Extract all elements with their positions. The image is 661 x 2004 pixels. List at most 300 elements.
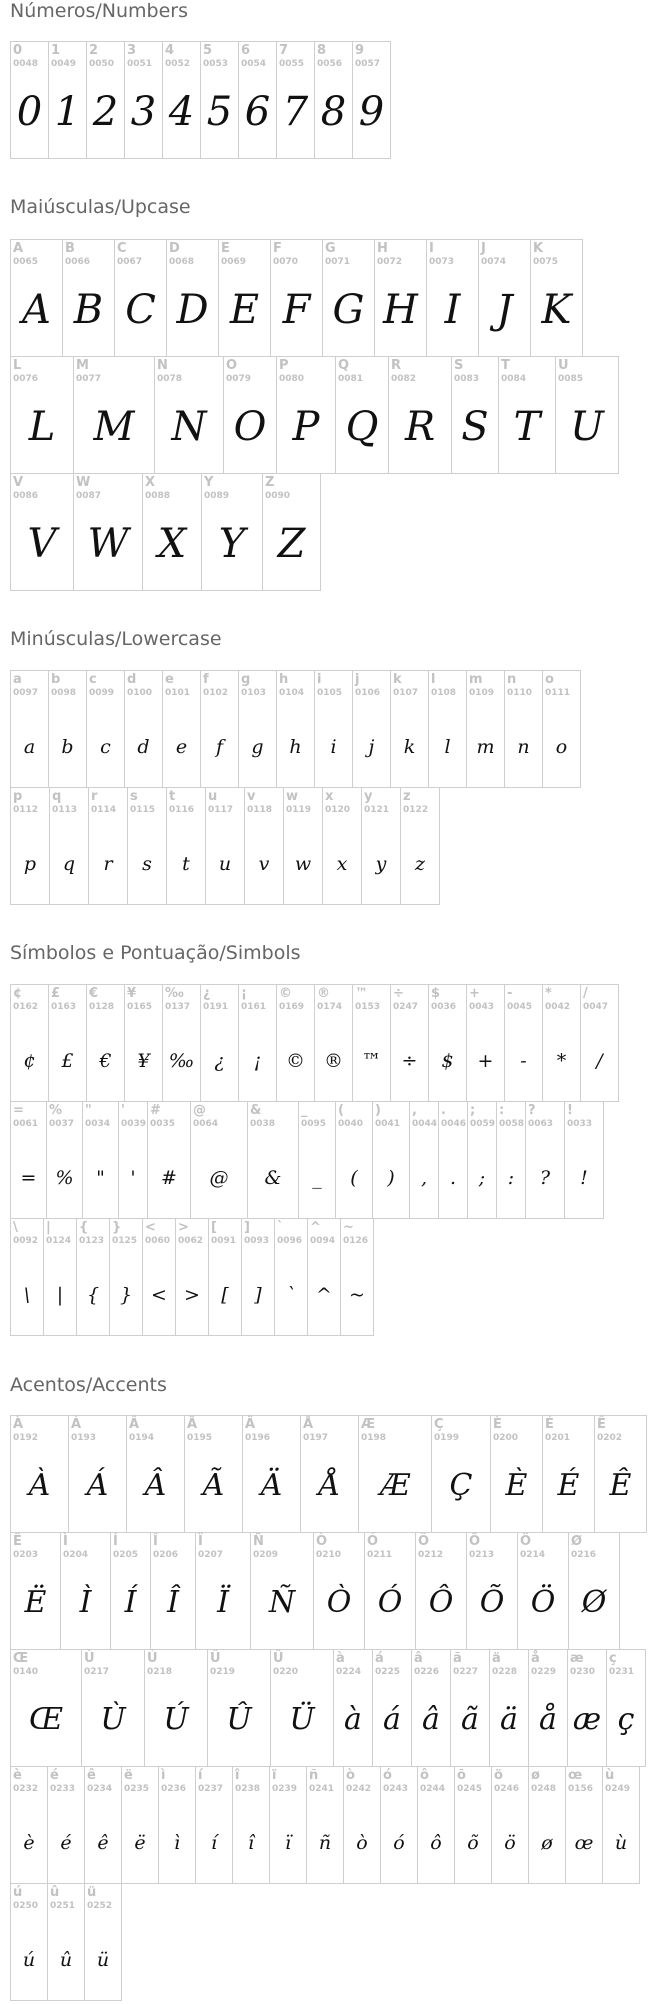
glyph-sample: f — [215, 736, 224, 758]
glyph-sample: ' — [130, 1167, 136, 1189]
glyph-code-label: 0242 — [346, 1784, 372, 1794]
glyph-sample: Á — [86, 1468, 109, 1503]
glyph-sample: L — [28, 404, 56, 450]
glyph-char-label: > — [178, 1220, 189, 1235]
glyph-sample: _ — [312, 1167, 322, 1189]
glyph-cell — [158, 1766, 196, 1884]
glyph-char-label: ™ — [355, 986, 368, 1001]
glyph-cell — [298, 1101, 336, 1219]
section-title-numbers: Números/Numbers — [10, 0, 188, 22]
glyph-code-label: 0098 — [51, 688, 77, 698]
glyph-sample: 6 — [244, 89, 271, 135]
glyph-char-label: P — [279, 358, 289, 373]
glyph-sample: Æ — [379, 1468, 411, 1503]
glyph-code-label: 0040 — [338, 1119, 364, 1129]
glyph-code-label: 0228 — [492, 1667, 518, 1677]
glyph-cell — [48, 984, 87, 1102]
glyph-code-label: 0137 — [165, 1002, 191, 1012]
glyph-code-label: 0080 — [279, 374, 305, 384]
glyph-cell — [450, 1649, 490, 1767]
glyph-cell — [428, 984, 467, 1102]
glyph-cell — [496, 1101, 526, 1219]
glyph-cell — [438, 1101, 468, 1219]
glyph-code-label: 0039 — [121, 1119, 147, 1129]
glyph-cell — [322, 787, 362, 905]
glyph-code-label: 0082 — [391, 374, 417, 384]
glyph-cell — [46, 1101, 83, 1219]
glyph-sample: a — [23, 736, 36, 758]
glyph-code-label: 0120 — [325, 805, 351, 815]
glyph-char-label: Ç — [434, 1417, 444, 1432]
glyph-char-label: ' — [121, 1103, 125, 1118]
glyph-cell — [84, 1883, 122, 2001]
glyph-code-label: 0114 — [91, 805, 117, 815]
glyph-sample: Ù — [100, 1702, 126, 1737]
glyph-cell — [307, 1218, 341, 1336]
glyph-char-label: H — [377, 241, 388, 256]
glyph-char-label: 6 — [241, 43, 251, 58]
glyph-sample: ¡ — [253, 1050, 262, 1072]
glyph-code-label: 0095 — [301, 1119, 327, 1129]
glyph-sample: I — [444, 287, 461, 333]
glyph-char-label: W — [76, 475, 91, 490]
glyph-cell — [162, 41, 201, 159]
glyph-cell — [190, 1101, 248, 1219]
glyph-char-label: 7 — [279, 43, 289, 58]
glyph-cell — [195, 1766, 233, 1884]
glyph-char-label: ! — [567, 1103, 573, 1118]
glyph-code-label: 0153 — [355, 1002, 381, 1012]
glyph-cell — [498, 356, 556, 474]
glyph-code-label: 0197 — [303, 1433, 329, 1443]
glyph-code-label: 0059 — [470, 1119, 496, 1129]
glyph-sample: á — [383, 1702, 401, 1737]
glyph-cell — [86, 670, 125, 788]
glyph-cell — [489, 1649, 529, 1767]
glyph-code-label: 0058 — [499, 1119, 525, 1129]
glyph-char-label: % — [49, 1103, 63, 1118]
glyph-code-label: 0117 — [208, 805, 234, 815]
glyph-code-label: 0073 — [429, 257, 455, 267]
glyph-char-label: y — [364, 789, 373, 804]
glyph-char-label: È — [493, 1417, 502, 1432]
glyph-sample: ¥ — [137, 1050, 150, 1072]
glyph-cell — [428, 670, 467, 788]
glyph-cell — [335, 1101, 373, 1219]
glyph-sample: À — [28, 1468, 51, 1503]
glyph-cell — [118, 1101, 148, 1219]
glyph-char-label: ) — [375, 1103, 381, 1118]
glyph-cell — [390, 670, 429, 788]
glyph-sample: D — [176, 287, 209, 333]
glyph-sample: \ — [23, 1284, 31, 1306]
glyph-cell — [201, 473, 263, 591]
glyph-sample: ë — [134, 1832, 146, 1854]
glyph-cell — [47, 1766, 85, 1884]
glyph-char-label: z — [403, 789, 411, 804]
glyph-code-label: 0079 — [226, 374, 252, 384]
glyph-char-label: b — [51, 672, 61, 687]
glyph-sample: T — [513, 404, 541, 450]
glyph-sample: Å — [318, 1468, 341, 1503]
glyph-cell — [270, 1649, 334, 1767]
glyph-code-label: 0211 — [367, 1550, 393, 1560]
glyph-code-label: 0216 — [571, 1550, 597, 1560]
glyph-code-label: 0065 — [13, 257, 39, 267]
glyph-sample: y — [375, 853, 387, 875]
glyph-char-label: # — [150, 1103, 161, 1118]
glyph-char-label: ¡ — [241, 986, 247, 1001]
glyph-cell — [372, 1101, 410, 1219]
glyph-char-label: Å — [303, 1417, 314, 1432]
glyph-char-label: o — [545, 672, 554, 687]
glyph-code-label: 0234 — [87, 1784, 113, 1794]
glyph-sample: ø — [541, 1832, 553, 1854]
glyph-cell — [358, 1415, 432, 1533]
glyph-char-label: * — [545, 986, 552, 1001]
glyph-sample: C — [125, 287, 156, 333]
glyph-char-label: Ä — [245, 1417, 256, 1432]
glyph-code-label: 0086 — [13, 491, 39, 501]
glyph-cell — [491, 1766, 529, 1884]
glyph-code-label: 0192 — [13, 1433, 39, 1443]
glyph-char-label: : — [499, 1103, 505, 1118]
glyph-char-label: 3 — [127, 43, 137, 58]
glyph-code-label: 0174 — [317, 1002, 343, 1012]
glyph-cell — [218, 239, 271, 357]
glyph-sample: < — [151, 1284, 167, 1306]
glyph-code-label: 0062 — [178, 1236, 204, 1246]
glyph-cell — [48, 670, 87, 788]
glyph-char-label: À — [13, 1417, 24, 1432]
glyph-code-label: 0083 — [454, 374, 480, 384]
glyph-char-label: R — [391, 358, 402, 373]
glyph-cell — [262, 473, 321, 591]
glyph-sample: 4 — [168, 89, 195, 135]
glyph-cell — [48, 41, 87, 159]
glyph-char-label: | — [46, 1220, 51, 1235]
glyph-cell — [335, 356, 389, 474]
glyph-cell — [322, 239, 375, 357]
glyph-cell — [283, 787, 323, 905]
glyph-cell — [306, 1766, 344, 1884]
glyph-code-label: 0052 — [165, 59, 191, 69]
glyph-cell — [73, 473, 143, 591]
glyph-char-label: Ñ — [253, 1534, 264, 1549]
glyph-sample: A — [22, 287, 51, 333]
glyph-sample: U — [570, 404, 604, 450]
glyph-cell — [390, 984, 429, 1102]
glyph-code-label: 0076 — [13, 374, 39, 384]
glyph-sample: m — [476, 736, 495, 758]
glyph-cell — [127, 787, 167, 905]
glyph-sample: % — [55, 1167, 74, 1189]
glyph-char-label: = — [13, 1103, 24, 1118]
glyph-code-label: 0077 — [76, 374, 102, 384]
glyph-sample: î — [247, 1832, 255, 1854]
glyph-cell — [314, 670, 353, 788]
glyph-code-label: 0217 — [84, 1667, 110, 1677]
glyph-code-label: 0115 — [130, 805, 156, 815]
glyph-char-label: } — [112, 1220, 122, 1235]
glyph-cell — [10, 670, 49, 788]
glyph-sample: t — [182, 853, 190, 875]
glyph-sample: e — [175, 736, 188, 758]
glyph-code-label: 0069 — [221, 257, 247, 267]
glyph-code-label: 0128 — [89, 1002, 115, 1012]
glyph-cell — [276, 356, 336, 474]
glyph-cell — [415, 1532, 467, 1650]
glyph-sample: ¢ — [23, 1050, 36, 1072]
glyph-code-label: 0238 — [235, 1784, 261, 1794]
glyph-code-label: 0035 — [150, 1119, 176, 1129]
glyph-char-label: î — [235, 1768, 240, 1783]
glyph-sample: d — [137, 736, 150, 758]
glyph-sample: + — [477, 1050, 494, 1072]
glyph-cell — [10, 473, 74, 591]
glyph-code-label: 0096 — [277, 1236, 303, 1246]
glyph-char-label: t — [169, 789, 176, 804]
glyph-cell — [361, 787, 401, 905]
glyph-code-label: 0119 — [286, 805, 312, 815]
glyph-char-label: Ê — [597, 1417, 606, 1432]
glyph-cell — [270, 239, 323, 357]
glyph-char-label: k — [393, 672, 402, 687]
glyph-char-label: 2 — [89, 43, 99, 58]
glyph-sample: ú — [22, 1949, 36, 1971]
glyph-sample: Ñ — [268, 1585, 296, 1620]
glyph-code-label: 0231 — [609, 1667, 635, 1677]
glyph-code-label: 0204 — [63, 1550, 89, 1560]
glyph-code-label: 0110 — [507, 688, 533, 698]
glyph-sample: 2 — [92, 89, 119, 135]
glyph-code-label: 0081 — [338, 374, 364, 384]
glyph-code-label: 0055 — [279, 59, 305, 69]
glyph-code-label: 0232 — [13, 1784, 39, 1794]
glyph-cell — [411, 1649, 451, 1767]
glyph-cell — [166, 239, 219, 357]
glyph-code-label: 0199 — [434, 1433, 460, 1443]
glyph-char-label: K — [533, 241, 544, 256]
glyph-char-label: ÷ — [393, 986, 404, 1001]
glyph-cell — [565, 1766, 603, 1884]
glyph-cell — [144, 1649, 208, 1767]
glyph-code-label: 0075 — [533, 257, 559, 267]
glyph-cell — [466, 984, 505, 1102]
glyph-cell — [568, 1532, 620, 1650]
glyph-sample: k — [403, 736, 416, 758]
glyph-cell — [76, 1218, 110, 1336]
glyph-cell — [352, 670, 391, 788]
glyph-code-label: 0061 — [13, 1119, 39, 1129]
glyph-sample: Û — [226, 1702, 252, 1737]
glyph-sample: : — [507, 1167, 515, 1189]
glyph-char-label: ú — [13, 1885, 23, 1900]
glyph-sample: l — [444, 736, 451, 758]
glyph-char-label: c — [89, 672, 97, 687]
glyph-char-label: Í — [113, 1534, 118, 1549]
glyph-char-label: D — [169, 241, 180, 256]
glyph-char-label: å — [531, 1651, 540, 1666]
glyph-cell — [244, 787, 284, 905]
glyph-code-label: 0050 — [89, 59, 115, 69]
glyph-sample: Œ — [28, 1702, 64, 1737]
glyph-sample: @ — [209, 1167, 229, 1189]
glyph-char-label: v — [247, 789, 256, 804]
glyph-cell — [525, 1101, 565, 1219]
glyph-sample: q — [62, 853, 76, 875]
glyph-cell — [142, 1218, 176, 1336]
glyph-code-label: 0099 — [89, 688, 115, 698]
glyph-row — [10, 787, 440, 905]
glyph-sample: 7 — [282, 89, 309, 135]
glyph-cell — [142, 473, 202, 591]
glyph-cell — [73, 356, 155, 474]
glyph-cell — [109, 1218, 143, 1336]
glyph-cell — [276, 670, 315, 788]
glyph-char-label: ? — [528, 1103, 536, 1118]
glyph-cell — [200, 670, 239, 788]
glyph-char-label: l — [431, 672, 436, 687]
glyph-sample: ü — [96, 1949, 110, 1971]
glyph-sample: Y — [218, 521, 246, 567]
glyph-cell — [10, 1415, 69, 1533]
glyph-sample: ÷ — [401, 1050, 418, 1072]
glyph-code-label: 0070 — [273, 257, 299, 267]
glyph-cell — [247, 1101, 299, 1219]
glyph-code-label: 0066 — [65, 257, 91, 267]
glyph-sample: M — [93, 404, 135, 450]
glyph-char-label: \ — [13, 1220, 18, 1235]
glyph-sample: K — [541, 287, 572, 333]
glyph-cell — [10, 1766, 48, 1884]
glyph-char-label: N — [157, 358, 168, 373]
glyph-sample: ï — [284, 1832, 292, 1854]
glyph-row — [10, 984, 619, 1102]
glyph-code-label: 0074 — [481, 257, 507, 267]
glyph-sample: ê — [97, 1832, 109, 1854]
glyph-sample: ~ — [349, 1284, 365, 1306]
glyph-cell — [81, 1649, 145, 1767]
glyph-code-label: 0214 — [520, 1550, 546, 1560]
glyph-code-label: 0198 — [361, 1433, 387, 1443]
glyph-code-label: 0060 — [145, 1236, 171, 1246]
glyph-code-label: 0116 — [169, 805, 195, 815]
glyph-char-label: ï — [272, 1768, 277, 1783]
glyph-code-label: 0227 — [453, 1667, 479, 1677]
glyph-char-label: ¥ — [127, 986, 137, 1001]
glyph-char-label: G — [325, 241, 336, 256]
glyph-cell — [10, 1883, 48, 2001]
glyph-sample: û — [59, 1949, 73, 1971]
glyph-char-label: Õ — [469, 1534, 481, 1549]
glyph-cell — [528, 1649, 568, 1767]
glyph-char-label: Ë — [13, 1534, 22, 1549]
glyph-char-label: © — [279, 986, 292, 1001]
glyph-row — [10, 356, 619, 474]
glyph-sample: > — [184, 1284, 200, 1306]
glyph-cell — [205, 787, 245, 905]
glyph-code-label: 0252 — [87, 1901, 113, 1911]
glyph-char-label: á — [375, 1651, 384, 1666]
glyph-cell — [504, 670, 543, 788]
glyph-code-label: 0112 — [13, 805, 39, 815]
glyph-cell — [274, 1218, 308, 1336]
glyph-cell — [200, 41, 239, 159]
glyph-cell — [374, 239, 427, 357]
glyph-cell — [62, 239, 115, 357]
glyph-cell — [43, 1218, 77, 1336]
glyph-char-label: n — [507, 672, 517, 687]
glyph-sample: Z — [277, 521, 306, 567]
glyph-cell — [238, 670, 277, 788]
glyph-sample: J — [496, 287, 513, 333]
glyph-code-label: 0156 — [568, 1784, 594, 1794]
glyph-code-label: 0239 — [272, 1784, 298, 1794]
glyph-cell — [466, 1532, 518, 1650]
glyph-code-label: 0087 — [76, 491, 102, 501]
glyph-code-label: 0054 — [241, 59, 267, 69]
glyph-cell — [431, 1415, 491, 1533]
glyph-sample: R — [404, 404, 436, 450]
glyph-char-label: Û — [210, 1651, 221, 1666]
glyph-sample: í — [210, 1832, 218, 1854]
glyph-sample: œ — [574, 1832, 594, 1854]
glyph-sample: Q — [345, 404, 379, 450]
glyph-sample: N — [171, 404, 207, 450]
glyph-code-label: 0043 — [469, 1002, 495, 1012]
glyph-char-label: æ — [570, 1651, 584, 1666]
glyph-sample: Í — [124, 1585, 137, 1620]
glyph-char-label: Ó — [367, 1534, 379, 1549]
glyph-sample: Ó — [377, 1585, 403, 1620]
glyph-char-label: < — [145, 1220, 156, 1235]
glyph-code-label: 0100 — [127, 688, 153, 698]
glyph-char-label: ; — [470, 1103, 476, 1118]
glyph-cell — [352, 984, 391, 1102]
glyph-code-label: 0220 — [273, 1667, 299, 1677]
glyph-cell — [84, 1766, 122, 1884]
glyph-sample: 1 — [54, 89, 81, 135]
glyph-cell — [313, 1532, 365, 1650]
glyph-cell — [517, 1532, 569, 1650]
glyph-code-label: 0089 — [204, 491, 230, 501]
glyph-cell — [195, 1532, 251, 1650]
glyph-sample: È — [505, 1468, 528, 1503]
glyph-row — [10, 1883, 122, 2001]
glyph-sample: 5 — [206, 89, 233, 135]
glyph-row — [10, 473, 321, 591]
glyph-char-label: S — [454, 358, 464, 373]
glyph-code-label: 0236 — [161, 1784, 187, 1794]
glyph-code-label: 0067 — [117, 257, 143, 267]
glyph-sample: ( — [350, 1167, 358, 1189]
glyph-char-label: @ — [193, 1103, 206, 1118]
glyph-char-label: O — [226, 358, 238, 373]
glyph-char-label: { — [79, 1220, 89, 1235]
glyph-code-label: 0229 — [531, 1667, 557, 1677]
glyph-char-label: j — [355, 672, 360, 687]
glyph-char-label: J — [481, 241, 486, 256]
glyph-cell — [154, 356, 224, 474]
glyph-code-label: 0194 — [129, 1433, 155, 1443]
glyph-sample: 0 — [16, 89, 43, 135]
section-title-symbols: Símbolos e Pontuação/Simbols — [10, 942, 301, 964]
glyph-char-label: / — [583, 986, 588, 1001]
glyph-cell — [10, 1218, 44, 1336]
glyph-code-label: 0033 — [567, 1119, 593, 1129]
glyph-char-label: e — [165, 672, 174, 687]
